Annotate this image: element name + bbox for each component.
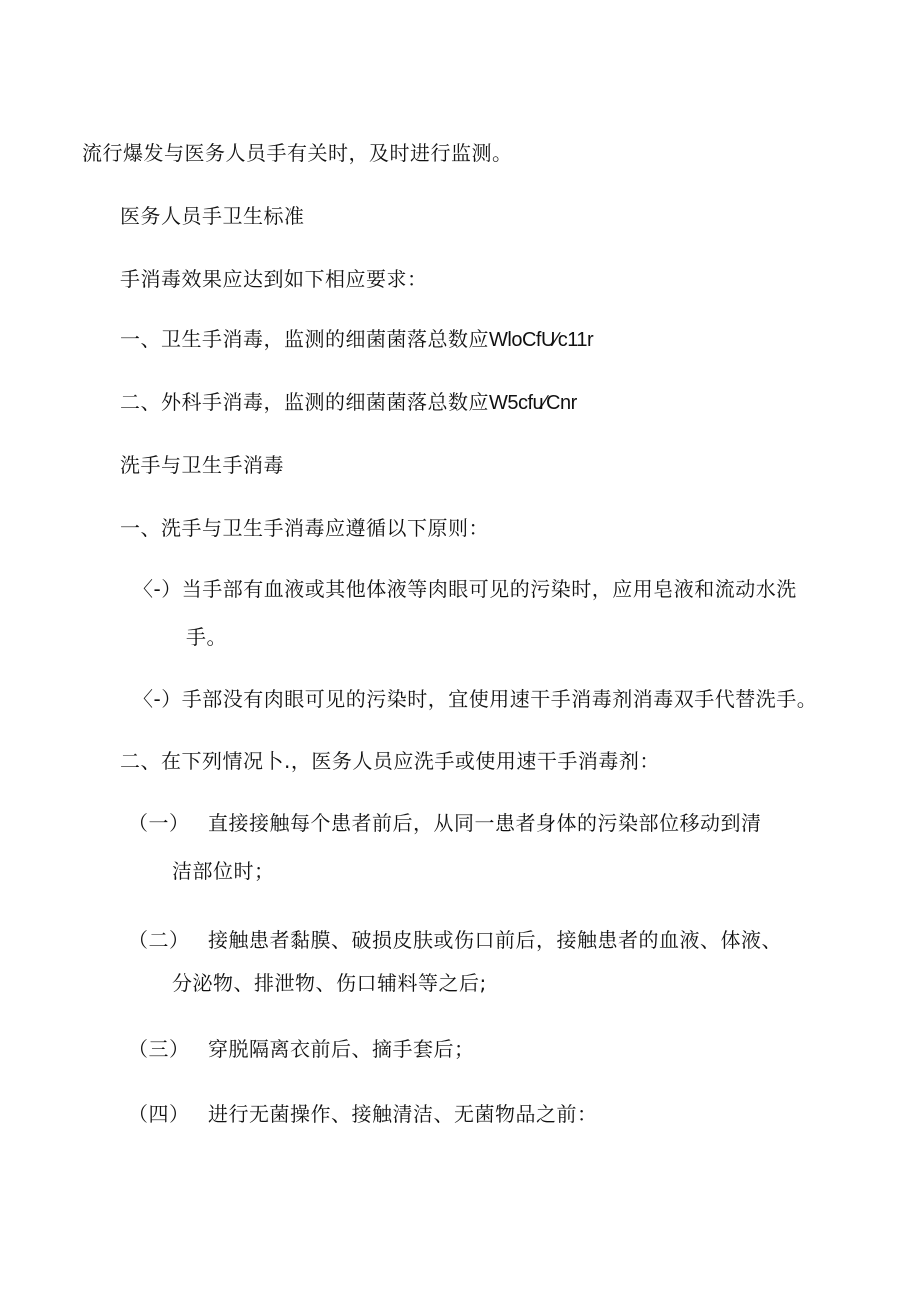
heading-handwashing: 洗手与卫生手消毒	[120, 453, 284, 477]
requirement-2-value: W5cfu∕Cnr	[489, 392, 577, 414]
continuation-line: 流行爆发与医务人员手有关时，及时进行监测。	[82, 141, 513, 165]
situation-3-text: 穿脱隔离衣前后、摘手套后；	[208, 1037, 475, 1061]
heading-hand-hygiene-standard: 医务人员手卫生标准	[120, 204, 305, 228]
situation-4-text: 进行无菌操作、接触清洁、无菌物品之前：	[208, 1102, 598, 1126]
principle-1-line-2: 手。	[186, 625, 227, 649]
situations-intro: 二、在下列情况卜.，医务人员应洗手或使用速干手消毒剂：	[120, 749, 660, 773]
principle-2: 〈-）手部没有肉眼可见的污染时，宜使用速干手消毒剂消毒双手代替洗手。	[133, 687, 818, 711]
requirement-1-text: 一、卫生手消毒，监测的细菌菌落总数应	[120, 327, 489, 351]
requirement-surgical-disinfection	[120, 389, 577, 416]
situation-3	[128, 1036, 475, 1062]
principle-1-line-1: 〈-）当手部有血液或其他体液等肉眼可见的污染时，应用皂液和流动水洗	[133, 577, 797, 601]
situation-2	[128, 927, 782, 953]
situation-4-label: （四）	[128, 1102, 190, 1126]
situation-4	[128, 1101, 598, 1127]
situation-2-line-2: 分泌物、排泄物、伤口辅料等之后;	[172, 971, 487, 995]
situation-3-label: （三）	[128, 1037, 190, 1061]
requirement-1-value: WloCfU∕c11r	[489, 329, 594, 351]
situation-1-text: 直接接触每个患者前后，从同一患者身体的污染部位移动到清	[208, 811, 762, 835]
situation-1	[128, 810, 762, 836]
requirements-intro: 手消毒效果应达到如下相应要求：	[120, 267, 428, 291]
principles-intro: 一、洗手与卫生手消毒应遵循以下原则：	[120, 516, 489, 540]
situation-2-text: 接触患者黏膜、破损皮肤或伤口前后，接触患者的血液、体液、	[208, 928, 782, 952]
requirement-2-text: 二、外科手消毒，监测的细菌菌落总数应	[120, 390, 489, 414]
situation-1-label: （一）	[128, 811, 190, 835]
requirement-hygienic-disinfection	[120, 326, 593, 353]
situation-1-line-2: 洁部位时；	[172, 859, 275, 883]
situation-2-label: （二）	[128, 928, 190, 952]
